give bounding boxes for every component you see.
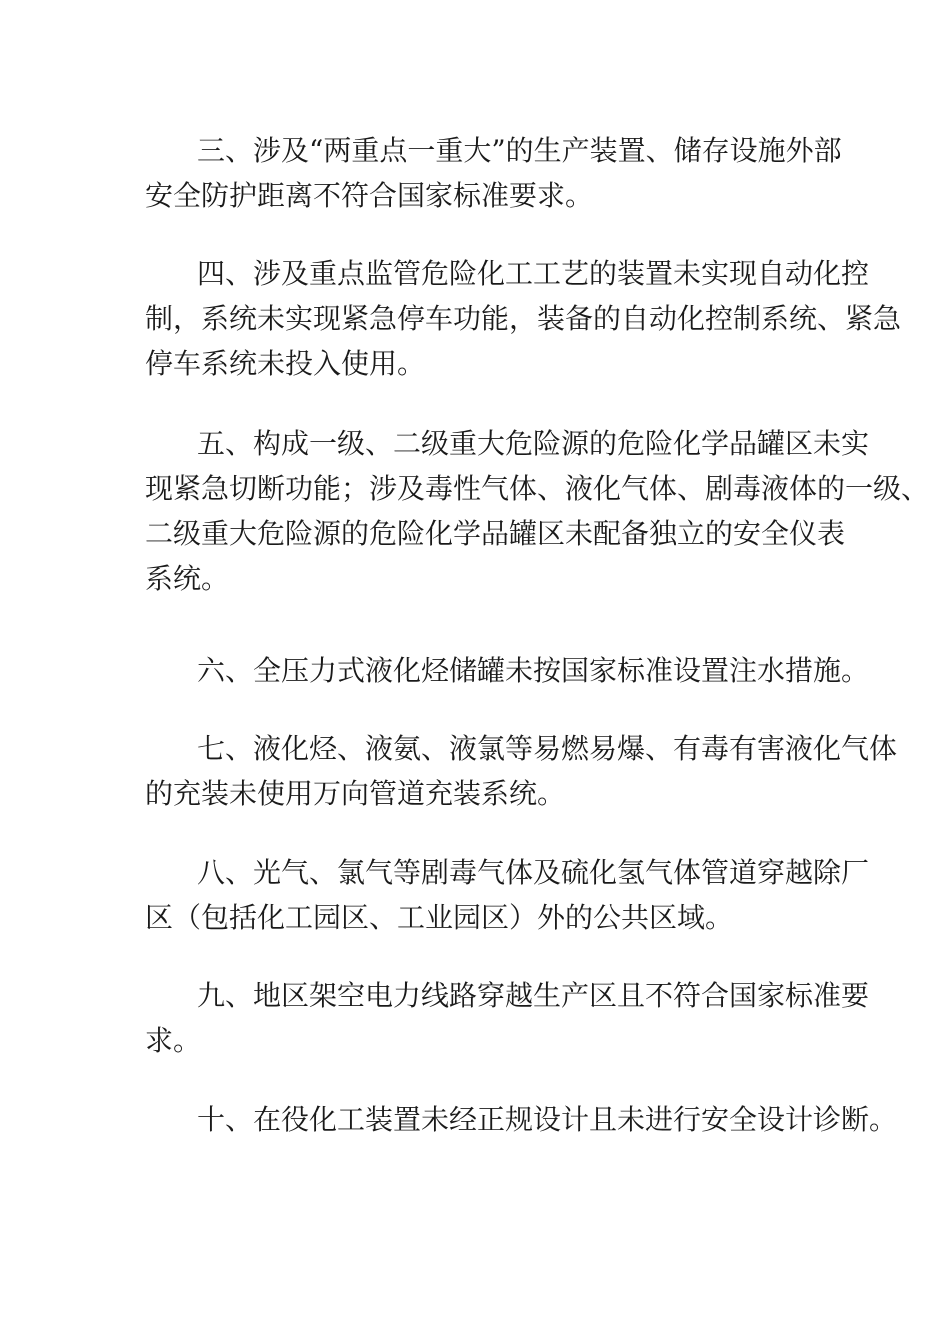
paragraph-item-10: [145, 1097, 898, 1142]
paragraph-line: 八、光气、氯气等剧毒气体及硫化氢气体管道穿越除厂: [197, 856, 870, 889]
paragraph-line: 三、涉及“两重点一重大”的生产装置、储存设施外部: [197, 134, 842, 167]
paragraph-line: 安全防护距离不符合国家标准要求。: [145, 179, 594, 212]
paragraph-line: 的充装未使用万向管道充装系统。: [145, 777, 566, 810]
paragraph-item-3: [145, 128, 842, 218]
paragraph-line: 制，系统未实现紧急停车功能，装备的自动化控制系统、紧急: [145, 302, 902, 335]
paragraph-item-5: [145, 421, 930, 601]
paragraph-item-6: [145, 648, 870, 693]
paragraph-line: 十、在役化工装置未经正规设计且未进行安全设计诊断。: [197, 1103, 898, 1136]
paragraph-item-9: [145, 973, 870, 1063]
paragraph-line: 二级重大危险源的危险化学品罐区未配备独立的安全仪表: [145, 517, 846, 550]
paragraph-line: 七、液化烃、液氨、液氯等易燃易爆、有毒有害液化气体: [197, 732, 898, 765]
paragraph-line: 四、涉及重点监管危险化工工艺的装置未实现自动化控: [197, 257, 870, 290]
paragraph-item-8: [145, 850, 870, 940]
paragraph-item-4: [145, 251, 902, 386]
paragraph-line: 五、构成一级、二级重大危险源的危险化学品罐区未实: [197, 427, 870, 460]
paragraph-line: 停车系统未投入使用。: [145, 347, 426, 380]
paragraph-line: 求。: [145, 1024, 202, 1057]
paragraph-line: 系统。: [145, 562, 230, 595]
paragraph-line: 六、全压力式液化烃储罐未按国家标准设置注水措施。: [197, 654, 870, 687]
paragraph-line: 九、地区架空电力线路穿越生产区且不符合国家标准要: [197, 979, 870, 1012]
paragraph-item-7: [145, 726, 898, 816]
paragraph-line: 现紧急切断功能；涉及毒性气体、液化气体、剧毒液体的一级、: [145, 472, 930, 505]
paragraph-line: 区（包括化工园区、工业园区）外的公共区域。: [145, 901, 734, 934]
